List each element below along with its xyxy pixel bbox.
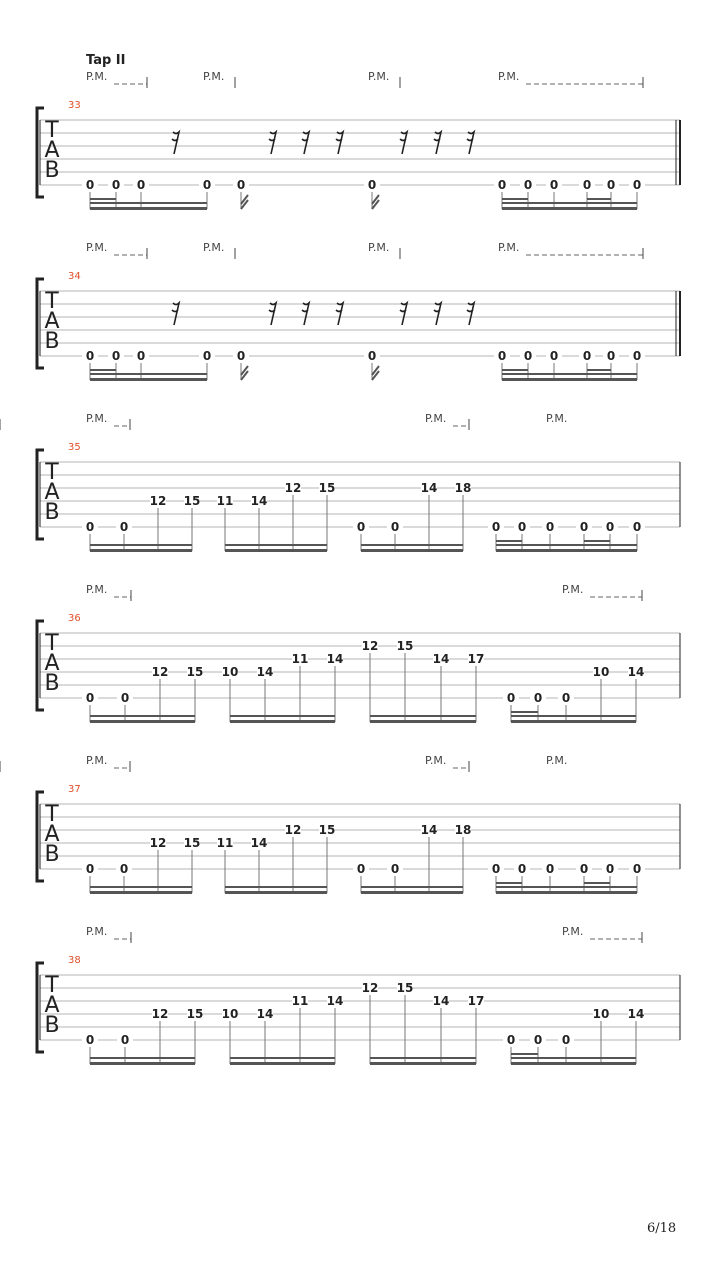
beam-secondary xyxy=(90,1057,195,1059)
tab-system xyxy=(37,583,680,723)
fret-number: 12 xyxy=(284,481,302,495)
fret-number: 0 xyxy=(579,862,589,876)
beam xyxy=(496,549,637,552)
sixteenth-rest-shape xyxy=(336,303,343,325)
beam xyxy=(230,720,335,723)
beam-secondary xyxy=(361,886,463,888)
fret-number: 0 xyxy=(632,349,642,363)
fret-number: 0 xyxy=(367,349,377,363)
fret-number: 0 xyxy=(85,178,95,192)
tab-clef-letter: T xyxy=(45,118,59,143)
beam-tertiary xyxy=(511,711,538,713)
beam-secondary xyxy=(230,715,335,717)
palm-mute-label: P.M. xyxy=(425,412,447,425)
beam-tertiary xyxy=(496,882,522,884)
fret-number: 12 xyxy=(149,494,167,508)
tab-system xyxy=(0,754,680,894)
fret-number: 11 xyxy=(216,836,234,850)
tab-clef-letter: A xyxy=(44,138,60,163)
sixteenth-rest-shape xyxy=(172,303,179,325)
fret-number: 15 xyxy=(183,494,201,508)
beam-secondary xyxy=(225,886,327,888)
fret-number: 0 xyxy=(491,520,501,534)
note-flag xyxy=(241,366,248,380)
beam xyxy=(90,378,207,381)
fret-number: 0 xyxy=(390,862,400,876)
fret-number: 14 xyxy=(420,823,438,837)
beam-secondary xyxy=(496,544,637,546)
tab-system xyxy=(37,70,680,210)
fret-number: 18 xyxy=(454,823,472,837)
tab-clef-letter: B xyxy=(44,158,60,183)
palm-mute-label: P.M. xyxy=(86,925,108,938)
measure-number: 35 xyxy=(68,442,81,453)
fret-number: 0 xyxy=(606,178,616,192)
beam xyxy=(361,891,463,894)
fret-number: 0 xyxy=(533,691,543,705)
fret-number: 0 xyxy=(561,691,571,705)
beam-tertiary xyxy=(496,540,522,542)
fret-number: 15 xyxy=(186,665,204,679)
palm-mute-label: P.M. xyxy=(86,241,108,254)
beam-secondary xyxy=(502,202,637,204)
fret-number: 0 xyxy=(632,862,642,876)
beam-secondary xyxy=(225,544,327,546)
beam xyxy=(370,720,476,723)
palm-mute-label: P.M. xyxy=(86,412,108,425)
fret-number: 12 xyxy=(361,981,379,995)
fret-number: 0 xyxy=(497,178,507,192)
fret-number: 0 xyxy=(136,349,146,363)
fret-number: 0 xyxy=(549,349,559,363)
palm-mute-label: P.M. xyxy=(86,583,108,596)
fret-number: 10 xyxy=(592,665,610,679)
sixteenth-rest-shape xyxy=(467,132,474,154)
fret-number: 15 xyxy=(186,1007,204,1021)
tab-system xyxy=(0,412,680,552)
sixteenth-rest-shape xyxy=(302,132,309,154)
fret-number: 14 xyxy=(250,836,268,850)
fret-number: 14 xyxy=(326,994,344,1008)
palm-mute-label: P.M. xyxy=(203,241,225,254)
sixteenth-rest-shape xyxy=(269,132,276,154)
measure-number: 33 xyxy=(68,100,81,111)
sixteenth-rest-shape xyxy=(302,303,309,325)
sixteenth-rest-shape xyxy=(336,132,343,154)
fret-number: 15 xyxy=(318,481,336,495)
beam-tertiary xyxy=(584,540,610,542)
sixteenth-rest-shape xyxy=(269,303,276,325)
fret-number: 0 xyxy=(85,1033,95,1047)
fret-number: 0 xyxy=(120,1033,130,1047)
fret-number: 0 xyxy=(356,862,366,876)
sixteenth-rest-shape xyxy=(400,132,407,154)
fret-number: 0 xyxy=(605,520,615,534)
beam xyxy=(502,207,637,210)
fret-number: 0 xyxy=(202,178,212,192)
fret-number: 0 xyxy=(561,1033,571,1047)
fret-number: 0 xyxy=(85,520,95,534)
beam-secondary xyxy=(90,715,195,717)
fret-number: 0 xyxy=(549,178,559,192)
palm-mute-label: P.M. xyxy=(546,754,568,767)
beam xyxy=(225,891,327,894)
beam xyxy=(90,891,192,894)
fret-number: 0 xyxy=(632,178,642,192)
beam-tertiary xyxy=(587,198,611,200)
fret-number: 0 xyxy=(632,520,642,534)
measure-number: 36 xyxy=(68,613,81,624)
fret-number: 0 xyxy=(356,520,366,534)
tab-clef-letter: B xyxy=(44,671,60,696)
fret-number: 10 xyxy=(221,1007,239,1021)
beam-secondary xyxy=(230,1057,335,1059)
beam xyxy=(90,1062,195,1065)
beam xyxy=(225,549,327,552)
fret-number: 0 xyxy=(579,520,589,534)
fret-number: 11 xyxy=(216,494,234,508)
fret-number: 0 xyxy=(85,691,95,705)
beam xyxy=(90,207,207,210)
fret-number: 0 xyxy=(202,349,212,363)
beam-secondary xyxy=(370,715,476,717)
beam xyxy=(496,891,637,894)
tab-clef-letter: A xyxy=(44,822,60,847)
fret-number: 14 xyxy=(432,994,450,1008)
beam xyxy=(511,720,636,723)
fret-number: 0 xyxy=(85,862,95,876)
palm-mute-label: P.M. xyxy=(546,412,568,425)
beam xyxy=(370,1062,476,1065)
beam xyxy=(90,720,195,723)
fret-number: 12 xyxy=(151,1007,169,1021)
beam-secondary xyxy=(502,373,637,375)
palm-mute-label: P.M. xyxy=(562,583,584,596)
fret-number: 0 xyxy=(120,691,130,705)
sixteenth-rest-shape xyxy=(434,303,441,325)
fret-number: 11 xyxy=(291,994,309,1008)
note-flag xyxy=(372,366,379,380)
fret-number: 14 xyxy=(256,665,274,679)
beam-secondary xyxy=(361,544,463,546)
tab-system xyxy=(37,925,680,1065)
fret-number: 0 xyxy=(111,178,121,192)
palm-mute-label: P.M. xyxy=(498,241,520,254)
palm-mute-label: P.M. xyxy=(86,754,108,767)
beam-secondary xyxy=(511,1057,636,1059)
fret-number: 14 xyxy=(326,652,344,666)
fret-number: 14 xyxy=(420,481,438,495)
beam-tertiary xyxy=(90,369,116,371)
beam-secondary xyxy=(511,715,636,717)
beam xyxy=(361,549,463,552)
fret-number: 14 xyxy=(250,494,268,508)
fret-number: 14 xyxy=(256,1007,274,1021)
beam-secondary xyxy=(90,373,207,375)
fret-number: 11 xyxy=(291,652,309,666)
fret-number: 18 xyxy=(454,481,472,495)
beam-tertiary xyxy=(502,198,528,200)
tab-clef-letter: T xyxy=(45,289,59,314)
beam xyxy=(230,1062,335,1065)
tab-clef-letter: T xyxy=(45,973,59,998)
fret-number: 12 xyxy=(151,665,169,679)
palm-mute-label: P.M. xyxy=(425,754,447,767)
beam-tertiary xyxy=(502,369,528,371)
fret-number: 0 xyxy=(136,178,146,192)
beam-tertiary xyxy=(90,198,116,200)
measure-number: 38 xyxy=(68,955,81,966)
palm-mute-label: P.M. xyxy=(368,70,390,83)
fret-number: 0 xyxy=(236,349,246,363)
palm-mute-label: P.M. xyxy=(368,241,390,254)
beam-tertiary xyxy=(587,369,611,371)
tab-clef-letter: A xyxy=(44,651,60,676)
fret-number: 0 xyxy=(506,691,516,705)
measure-number: 34 xyxy=(68,271,81,282)
fret-number: 12 xyxy=(361,639,379,653)
fret-number: 10 xyxy=(221,665,239,679)
tab-clef-letter: B xyxy=(44,500,60,525)
tab-system xyxy=(37,241,680,381)
tab-clef-letter: A xyxy=(44,309,60,334)
beam xyxy=(90,549,192,552)
palm-mute-label: P.M. xyxy=(498,70,520,83)
fret-number: 15 xyxy=(183,836,201,850)
fret-number: 0 xyxy=(517,862,527,876)
fret-number: 0 xyxy=(533,1033,543,1047)
fret-number: 0 xyxy=(523,178,533,192)
tab-clef-letter: A xyxy=(44,993,60,1018)
fret-number: 0 xyxy=(517,520,527,534)
tab-clef-letter: T xyxy=(45,460,59,485)
beam-secondary xyxy=(90,886,192,888)
fret-number: 17 xyxy=(467,994,485,1008)
tab-clef-letter: B xyxy=(44,842,60,867)
fret-number: 0 xyxy=(545,862,555,876)
tab-clef-letter: T xyxy=(45,631,59,656)
tab-clef-letter: A xyxy=(44,480,60,505)
palm-mute-label: P.M. xyxy=(562,925,584,938)
sixteenth-rest-shape xyxy=(400,303,407,325)
sixteenth-rest-shape xyxy=(434,132,441,154)
fret-number: 0 xyxy=(111,349,121,363)
measure-number: 37 xyxy=(68,784,81,795)
fret-number: 17 xyxy=(467,652,485,666)
fret-number: 12 xyxy=(284,823,302,837)
fret-number: 0 xyxy=(119,520,129,534)
fret-number: 0 xyxy=(545,520,555,534)
fret-number: 0 xyxy=(606,349,616,363)
fret-number: 14 xyxy=(627,665,645,679)
fret-number: 0 xyxy=(390,520,400,534)
sixteenth-rest-shape xyxy=(467,303,474,325)
beam-tertiary xyxy=(584,882,610,884)
fret-number: 0 xyxy=(367,178,377,192)
beam-secondary xyxy=(496,886,637,888)
fret-number: 0 xyxy=(119,862,129,876)
fret-number: 0 xyxy=(491,862,501,876)
fret-number: 10 xyxy=(592,1007,610,1021)
tab-clef-letter: T xyxy=(45,802,59,827)
note-flag xyxy=(372,195,379,209)
page-number: 6/18 xyxy=(647,1221,677,1236)
note-flag xyxy=(241,195,248,209)
beam xyxy=(511,1062,636,1065)
fret-number: 14 xyxy=(432,652,450,666)
beam-secondary xyxy=(90,544,192,546)
fret-number: 14 xyxy=(627,1007,645,1021)
beam-secondary xyxy=(370,1057,476,1059)
beam xyxy=(502,378,637,381)
fret-number: 15 xyxy=(396,981,414,995)
tab-clef-letter: B xyxy=(44,1013,60,1038)
fret-number: 0 xyxy=(582,349,592,363)
fret-number: 12 xyxy=(149,836,167,850)
fret-number: 0 xyxy=(85,349,95,363)
fret-number: 0 xyxy=(497,349,507,363)
beam-tertiary xyxy=(511,1053,538,1055)
beam-secondary xyxy=(90,202,207,204)
palm-mute-label: P.M. xyxy=(86,70,108,83)
fret-number: 0 xyxy=(236,178,246,192)
fret-number: 15 xyxy=(396,639,414,653)
fret-number: 0 xyxy=(605,862,615,876)
fret-number: 0 xyxy=(582,178,592,192)
fret-number: 15 xyxy=(318,823,336,837)
palm-mute-label: P.M. xyxy=(203,70,225,83)
fret-number: 0 xyxy=(506,1033,516,1047)
section-title: Tap II xyxy=(86,53,126,68)
fret-number: 0 xyxy=(523,349,533,363)
tab-clef-letter: B xyxy=(44,329,60,354)
sixteenth-rest-shape xyxy=(172,132,179,154)
